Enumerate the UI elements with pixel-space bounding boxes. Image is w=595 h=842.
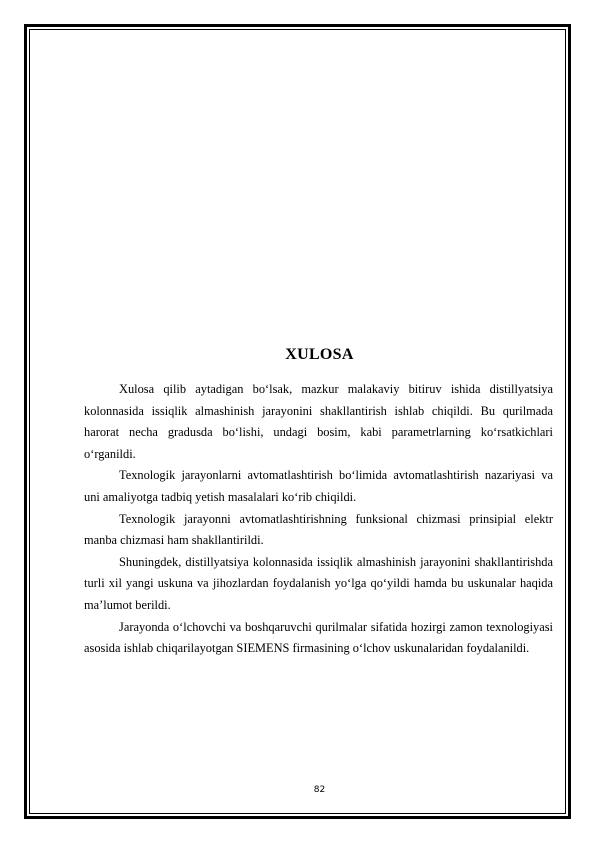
paragraph: Texnologik jarayonni avtomatlashtirishning funksional chizmasi prinsipial elektr manba chizmasi ham shakllantirildi. bbox=[84, 511, 553, 548]
section-heading: XULOSA bbox=[285, 346, 354, 363]
paragraph: Xulosa qilib aytadigan bo‘lsak, mazkur malakaviy bitiruv ishida distillyatsiya kolonnasida issiqlik almashinish jarayonini shakllantirish ishlab chiqildi. Bu qurilmada harorat necha gradusda bo‘lishi, undagi bosim, kabi parametrlarning ko‘rsatkichlari o‘rganildi. bbox=[84, 382, 553, 461]
body-text bbox=[84, 379, 553, 660]
paragraph: Texnologik jarayonlarni avtomatlashtirish bo‘limida avtomatlashtirish nazariyasi va uni amaliyotga tadbiq yetish masalalari ko‘rib chiqildi. bbox=[84, 468, 553, 504]
paragraph: Jarayonda o‘lchovchi va boshqaruvchi qurilmalar sifatida hozirgi zamon texnologiyasi asosida ishlab chiqarilayotgan SIEMENS firmasining o‘lchov uskunalaridan foydalanildi. bbox=[84, 619, 553, 656]
page-number: 82 bbox=[313, 785, 326, 795]
paragraph: Shuningdek, distillyatsiya kolonnasida issiqlik almashinish jarayonini shakllantirishda turli xil yangi uskuna va jihozlardan foydalanish yo‘lga qo‘yildi hamda bu uskunalar haqida ma’lumot berildi. bbox=[84, 554, 553, 612]
